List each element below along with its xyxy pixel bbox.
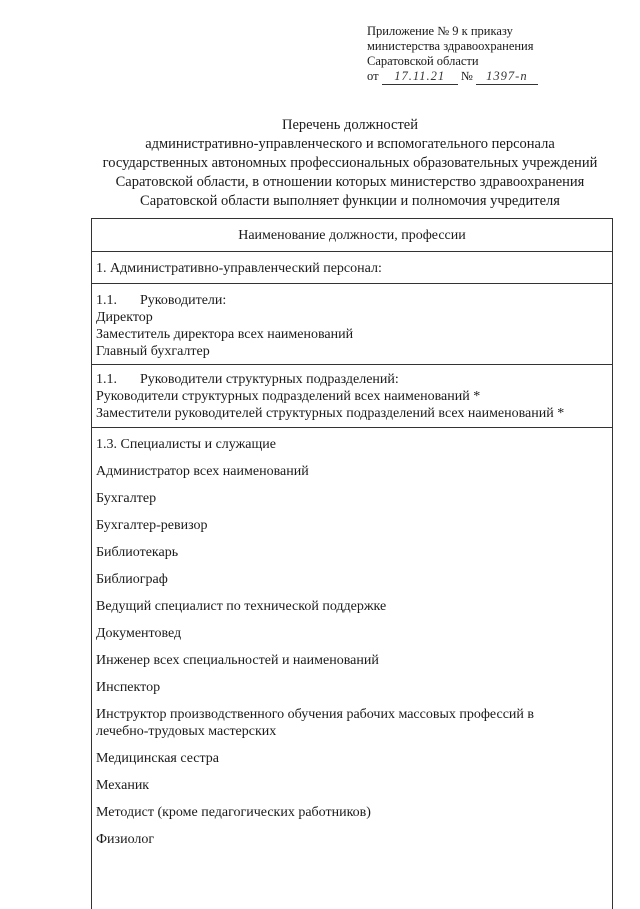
list-item: Библиограф bbox=[96, 572, 168, 587]
list-item: Инженер всех специальностей и наименований bbox=[96, 653, 379, 668]
list-item: Библиотекарь bbox=[96, 545, 179, 560]
group-specialists bbox=[92, 428, 612, 848]
title-line-4: Саратовской области, в отношении которых министерство здравоохранения bbox=[115, 174, 585, 190]
list-item: Бухгалтер-ревизор bbox=[96, 518, 208, 533]
list-item: Механик bbox=[96, 778, 150, 793]
section-admin-staff bbox=[92, 252, 612, 284]
list-item: Инструктор производственного обучения рабочих массовых профессий в bbox=[96, 707, 535, 722]
list-item: Главный бухгалтер bbox=[96, 344, 210, 359]
list-item: Заместитель директора всех наименований bbox=[96, 327, 354, 342]
list-item: Ведущий специалист по технической поддержке bbox=[96, 599, 387, 614]
list-item: Физиолог bbox=[96, 832, 155, 847]
column-header: Наименование должности, профессии bbox=[92, 219, 612, 252]
group-number: 1.1. bbox=[96, 293, 117, 308]
date-number-line bbox=[367, 69, 538, 85]
list-item: Инспектор bbox=[96, 680, 161, 695]
title-line-5: Саратовской области выполняет функции и полномочия учредителя bbox=[140, 193, 560, 209]
list-item: Директор bbox=[96, 310, 153, 325]
list-item: Бухгалтер bbox=[96, 491, 157, 506]
number-label: № bbox=[460, 69, 473, 83]
list-item-continuation: лечебно-трудовых мастерских bbox=[96, 724, 277, 739]
section-title: 1. Административно-управленческий персонал: bbox=[96, 261, 382, 276]
list-item: Методист (кроме педагогических работников) bbox=[96, 805, 371, 820]
list-item: Медицинская сестра bbox=[96, 751, 220, 766]
order-reference bbox=[367, 24, 538, 85]
date-prefix: от bbox=[367, 69, 379, 83]
ministry-line: министерства здравоохранения bbox=[367, 39, 534, 53]
document-title bbox=[60, 116, 640, 211]
group-department-heads bbox=[92, 365, 612, 428]
list-item: Заместители руководителей структурных подразделений всех наименований * bbox=[96, 406, 565, 421]
number-value: 1397-п bbox=[476, 69, 538, 85]
title-line-1: Перечень должностей bbox=[282, 117, 418, 133]
group-leaders bbox=[92, 284, 612, 365]
title-line-2: административно-управленческого и вспомогательного персонала bbox=[145, 136, 555, 152]
group-title: 1.1. Руководители структурных подразделений: bbox=[96, 372, 399, 387]
group-number: 1.1. bbox=[96, 372, 117, 387]
region-line: Саратовской области bbox=[367, 54, 479, 68]
list-item: Администратор всех наименований bbox=[96, 464, 309, 479]
positions-table bbox=[91, 218, 613, 909]
appendix-line: Приложение № 9 к приказу bbox=[367, 24, 513, 38]
list-item: Руководители структурных подразделений всех наименований * bbox=[96, 389, 481, 404]
date-value: 17.11.21 bbox=[382, 69, 458, 85]
title-line-3: государственных автономных профессиональных образовательных учреждений bbox=[102, 155, 598, 171]
list-item: Документовед bbox=[96, 626, 182, 641]
group-title: 1.3. Специалисты и служащие bbox=[96, 437, 276, 452]
group-title: 1.1. Руководители: bbox=[96, 293, 227, 308]
